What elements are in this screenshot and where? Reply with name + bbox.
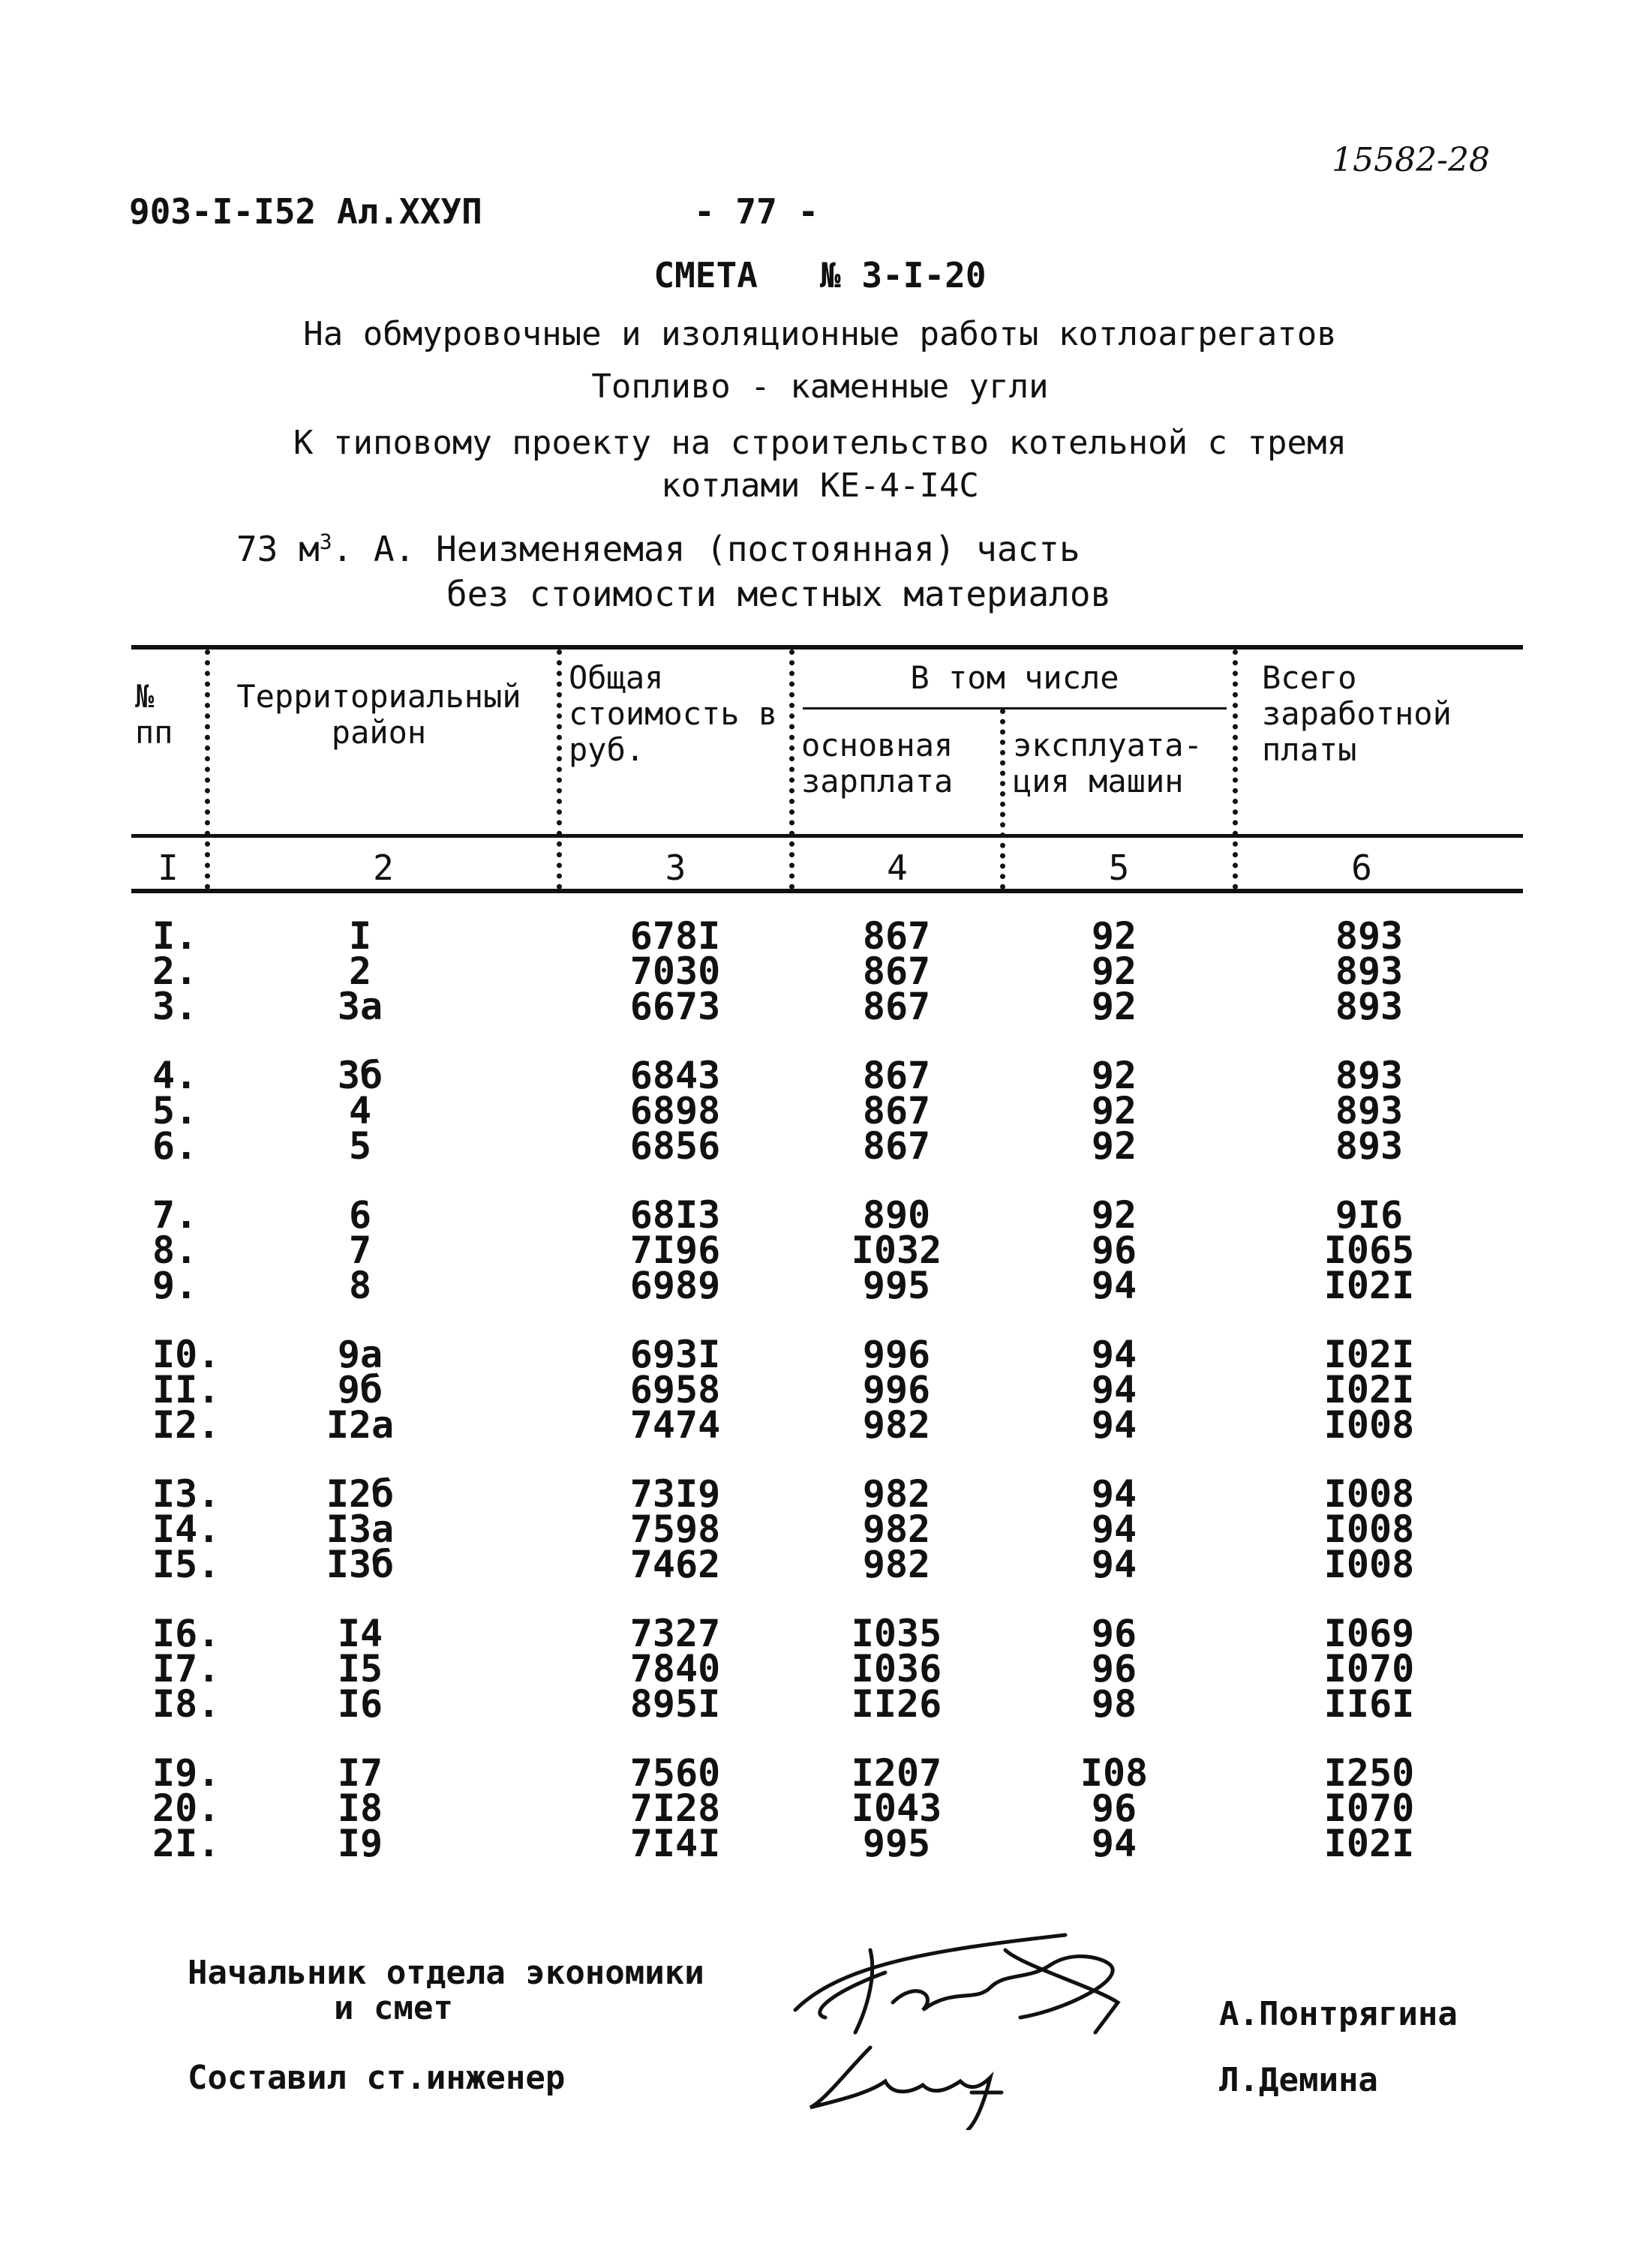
cell-total-wage: 893 (1335, 1124, 1404, 1168)
cell-machine-cost: 94 (1091, 1403, 1137, 1447)
title-number: № 3-I-20 (820, 255, 987, 296)
table-top-rule (131, 645, 1523, 650)
cell-total-cost: 7474 (629, 1403, 721, 1447)
cell-machine-cost: 94 (1091, 1508, 1137, 1551)
cell-base-wage: I036 (851, 1647, 942, 1690)
cell-base-wage: I043 (851, 1786, 942, 1830)
header-bottom-rule (131, 834, 1523, 838)
cell-region: I9 (337, 1822, 383, 1865)
cell-machine-cost: 94 (1091, 1822, 1137, 1865)
cell-base-wage: I035 (851, 1612, 942, 1655)
cell-total-wage: 893 (1335, 1089, 1404, 1132)
cell-row-number: I6. (152, 1612, 221, 1655)
cell-region: I3б (326, 1543, 395, 1586)
cell-base-wage: 867 (862, 1089, 931, 1132)
cell-total-wage: I02I (1323, 1333, 1415, 1376)
cell-region: I6 (337, 1682, 383, 1726)
column-number: 2 (373, 848, 394, 888)
document-stamp: 15582-28 (1332, 141, 1490, 179)
cell-total-cost: 6843 (629, 1054, 721, 1097)
column-number: 4 (887, 848, 908, 888)
document-title (0, 255, 1640, 296)
cell-total-cost: 7030 (629, 950, 721, 993)
cell-row-number: 9. (152, 1264, 198, 1307)
cell-row-number: I7. (152, 1647, 221, 1690)
cell-base-wage: 995 (862, 1264, 931, 1307)
cell-total-wage: I069 (1323, 1612, 1415, 1655)
cell-row-number: I5. (152, 1543, 221, 1586)
cell-base-wage: 996 (862, 1368, 931, 1412)
cell-base-wage: 867 (862, 1054, 931, 1097)
cell-total-wage: I070 (1323, 1647, 1415, 1690)
subtitle-line-1: На обмуровочные и изоляционные работы котлоагрегатов (303, 315, 1337, 353)
cell-row-number: 3. (152, 985, 198, 1028)
cell-machine-cost: I08 (1080, 1751, 1149, 1795)
cell-base-wage: 867 (862, 1124, 931, 1168)
cell-base-wage: 982 (862, 1543, 931, 1586)
header-total-wage: Всего заработной платы (1262, 659, 1452, 768)
cell-region: 9б (337, 1368, 383, 1412)
cell-row-number: 6. (152, 1124, 198, 1168)
cell-row-number: 20. (152, 1786, 221, 1830)
cell-row-number: 2I. (152, 1822, 221, 1865)
cell-row-number: I9. (152, 1751, 221, 1795)
cell-total-wage: 9I6 (1335, 1193, 1404, 1237)
cell-base-wage: 995 (862, 1822, 931, 1865)
header-machines: эксплуата- ция машин (1013, 727, 1203, 800)
header-including: В том числе (910, 659, 1119, 696)
cell-total-cost: 678I (629, 914, 721, 958)
cell-region: I4 (337, 1612, 383, 1655)
cell-row-number: 2. (152, 950, 198, 993)
cell-total-wage: I008 (1323, 1472, 1415, 1516)
header-total-cost: Общая стоимость в руб. (569, 659, 778, 768)
cell-total-wage: I008 (1323, 1508, 1415, 1551)
cell-region: 5 (348, 1124, 372, 1168)
column-divider-1 (205, 650, 210, 890)
cell-total-wage: II6I (1323, 1682, 1415, 1726)
cell-machine-cost: 92 (1091, 1193, 1137, 1237)
cell-total-cost: 7327 (629, 1612, 721, 1655)
cell-machine-cost: 92 (1091, 914, 1137, 958)
cell-total-wage: 893 (1335, 914, 1404, 958)
cell-base-wage: 982 (862, 1403, 931, 1447)
cell-row-number: 8. (152, 1228, 198, 1272)
cell-base-wage: I032 (851, 1228, 942, 1272)
cell-base-wage: 867 (862, 950, 931, 993)
cell-total-wage: 893 (1335, 950, 1404, 993)
cell-total-cost: 7840 (629, 1647, 721, 1690)
column-number: I (158, 848, 179, 888)
cell-machine-cost: 94 (1091, 1368, 1137, 1412)
cell-machine-cost: 92 (1091, 1124, 1137, 1168)
cell-machine-cost: 96 (1091, 1228, 1137, 1272)
column-divider-2 (557, 650, 562, 890)
cell-total-cost: 7I4I (629, 1822, 721, 1865)
including-underline (803, 707, 1227, 710)
cell-row-number: I0. (152, 1333, 221, 1376)
cell-region: I2а (326, 1403, 395, 1447)
cell-total-cost: 7598 (629, 1508, 721, 1551)
section-line-2: без стоимости местных материалов (446, 574, 1112, 614)
section-heading (236, 529, 1080, 569)
cell-total-wage: I02I (1323, 1264, 1415, 1307)
cell-region: 6 (348, 1193, 372, 1237)
column-divider-5 (1233, 650, 1238, 890)
cell-row-number: I8. (152, 1682, 221, 1726)
column-number: 5 (1108, 848, 1130, 888)
cell-machine-cost: 92 (1091, 985, 1137, 1028)
cell-row-number: II. (152, 1368, 221, 1412)
cell-row-number: 5. (152, 1089, 198, 1132)
cell-total-cost: 6989 (629, 1264, 721, 1307)
cell-base-wage: 890 (862, 1193, 931, 1237)
cell-row-number: I. (152, 914, 198, 958)
cell-machine-cost: 94 (1091, 1264, 1137, 1307)
cell-machine-cost: 92 (1091, 1054, 1137, 1097)
cell-region: I5 (337, 1647, 383, 1690)
cell-region: I8 (337, 1786, 383, 1830)
cell-total-wage: 893 (1335, 1054, 1404, 1097)
cell-total-cost: 693I (629, 1333, 721, 1376)
header-base-wage: основная зарплата (801, 727, 954, 800)
column-number: 3 (665, 848, 686, 888)
section-volume-sup: 3 (319, 529, 332, 554)
cell-machine-cost: 92 (1091, 950, 1137, 993)
cell-total-wage: I02I (1323, 1822, 1415, 1865)
cell-total-cost: 6856 (629, 1124, 721, 1168)
cell-region: I (348, 914, 372, 958)
signatory-role-1-cont: и смет (334, 1989, 453, 2027)
column-divider-3 (789, 650, 794, 890)
signature-1 (780, 1920, 1170, 2130)
cell-machine-cost: 96 (1091, 1612, 1137, 1655)
cell-machine-cost: 94 (1091, 1472, 1137, 1516)
subtitle-line-4: котлами КЕ-4-I4С (661, 466, 979, 505)
cell-row-number: I4. (152, 1508, 221, 1551)
cell-machine-cost: 96 (1091, 1786, 1137, 1830)
cell-region: 4 (348, 1089, 372, 1132)
cell-machine-cost: 94 (1091, 1333, 1137, 1376)
cell-region: 3а (337, 985, 383, 1028)
cell-base-wage: II26 (851, 1682, 942, 1726)
cell-total-wage: I070 (1323, 1786, 1415, 1830)
section-volume: 73 м (236, 529, 320, 569)
cell-total-wage: I02I (1323, 1368, 1415, 1412)
cell-total-wage: I008 (1323, 1403, 1415, 1447)
cell-row-number: I3. (152, 1472, 221, 1516)
column-divider-4 (1000, 709, 1005, 890)
cell-total-cost: 7I96 (629, 1228, 721, 1272)
header-region: Территориальный район (236, 678, 521, 751)
cell-base-wage: 982 (862, 1508, 931, 1551)
cell-row-number: 7. (152, 1193, 198, 1237)
section-line-1: . А. Неизменяемая (постоянная) часть (332, 529, 1080, 569)
cell-total-wage: I008 (1323, 1543, 1415, 1586)
cell-total-wage: 893 (1335, 985, 1404, 1028)
cell-base-wage: 867 (862, 914, 931, 958)
cell-row-number: I2. (152, 1403, 221, 1447)
cell-total-cost: 7I28 (629, 1786, 721, 1830)
signatory-role-1: Начальник отдела экономики (188, 1954, 704, 1992)
cell-machine-cost: 98 (1091, 1682, 1137, 1726)
subtitle-line-3: К типовому проекту на строительство котельной с тремя (293, 424, 1347, 462)
column-number-rule (131, 889, 1523, 893)
cell-total-cost: 895I (629, 1682, 721, 1726)
column-number: 6 (1351, 848, 1372, 888)
cell-total-cost: 6898 (629, 1089, 721, 1132)
cell-machine-cost: 92 (1091, 1089, 1137, 1132)
signatory-name-1: А.Понтрягина (1219, 1995, 1458, 2033)
cell-region: 7 (348, 1228, 372, 1272)
subtitle-line-2: Топливо - каменные угли (591, 368, 1049, 406)
page-number: - 77 - (694, 191, 819, 232)
cell-region: I7 (337, 1751, 383, 1795)
header-num: № пп (135, 678, 173, 751)
signatory-role-2: Составил ст.инженер (188, 2059, 566, 2097)
cell-total-cost: 73I9 (629, 1472, 721, 1516)
cell-total-cost: 6673 (629, 985, 721, 1028)
cell-region: I3а (326, 1508, 395, 1551)
document-code: 903-I-I52 Ал.ХХУП (129, 191, 482, 232)
cell-region: 9а (337, 1333, 383, 1376)
cell-region: 8 (348, 1264, 372, 1307)
cell-total-wage: I065 (1323, 1228, 1415, 1272)
cell-total-wage: I250 (1323, 1751, 1415, 1795)
cell-total-cost: 7560 (629, 1751, 721, 1795)
cell-row-number: 4. (152, 1054, 198, 1097)
cell-base-wage: 996 (862, 1333, 931, 1376)
cell-base-wage: I207 (851, 1751, 942, 1795)
cell-total-cost: 7462 (629, 1543, 721, 1586)
signatory-name-2: Л.Демина (1219, 2061, 1378, 2099)
cell-region: I2б (326, 1472, 395, 1516)
cell-region: 3б (337, 1054, 383, 1097)
cell-base-wage: 867 (862, 985, 931, 1028)
cell-machine-cost: 94 (1091, 1543, 1137, 1586)
cell-base-wage: 982 (862, 1472, 931, 1516)
cell-region: 2 (348, 950, 372, 993)
cell-total-cost: 6958 (629, 1368, 721, 1412)
cell-total-cost: 68I3 (629, 1193, 721, 1237)
cell-machine-cost: 96 (1091, 1647, 1137, 1690)
title-label: СМЕТА (653, 255, 758, 296)
